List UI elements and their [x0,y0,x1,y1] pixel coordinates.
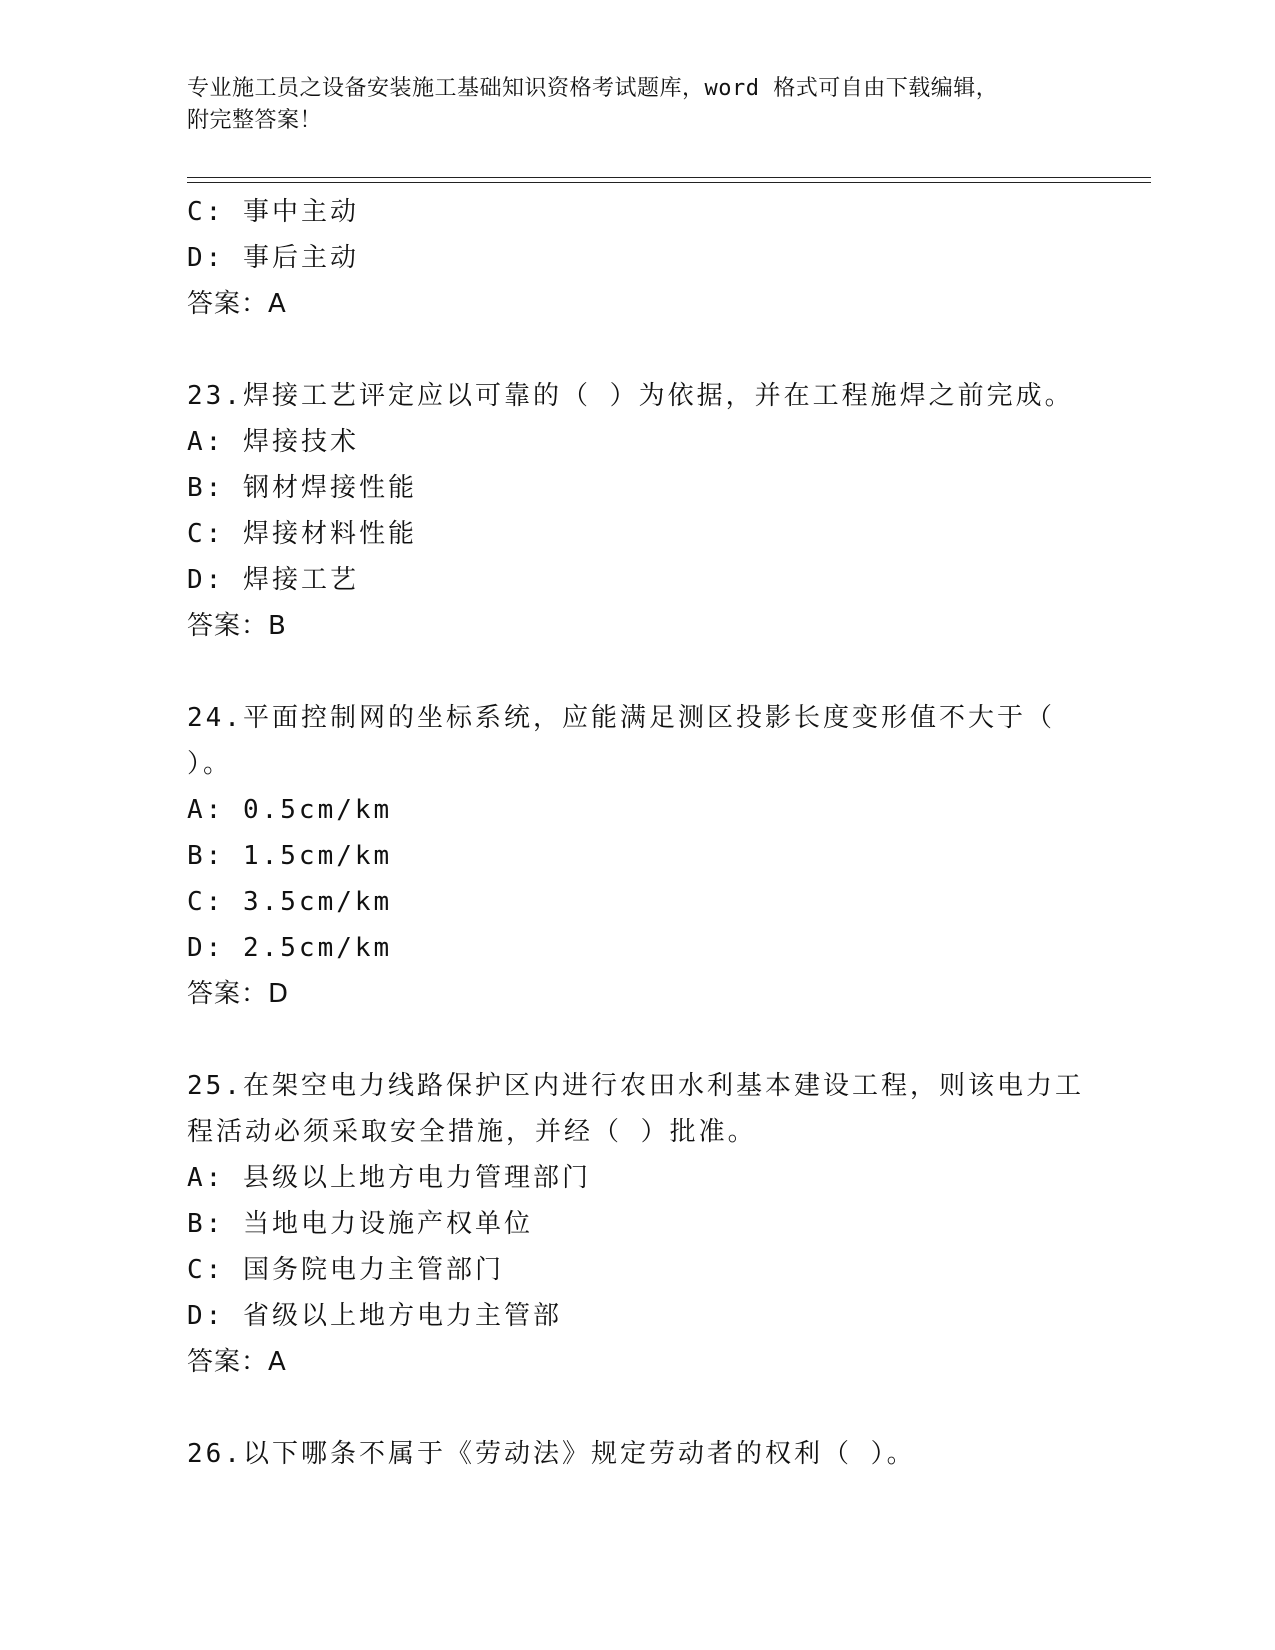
question-stem: 25.在架空电力线路保护区内进行农田水利基本建设工程，则该电力工 [187,1071,1084,1101]
question-stem: 23.焊接工艺评定应以可靠的（ ）为依据，并在工程施焊之前完成。 [187,381,1074,411]
header-rule-bottom [187,182,1151,183]
answer-line: 答案：A [187,1347,287,1377]
option-a: A: 县级以上地方电力管理部门 [187,1163,591,1193]
option-d: D: 焊接工艺 [187,565,359,595]
option-a: A: 焊接技术 [187,427,359,457]
question-stem-continued: ）。 [187,749,233,779]
option-c: C: 国务院电力主管部门 [187,1255,504,1285]
question-list [187,189,1087,1477]
option-c: C: 焊接材料性能 [187,519,417,549]
answer-line: 答案：A [187,289,287,319]
header-rule-top [187,177,1151,178]
answer-line: 答案：D [187,979,290,1009]
option-c: C: 事中主动 [187,197,359,227]
question-25 [187,1063,1087,1385]
option-d: D: 事后主动 [187,243,359,273]
option-a: A: 0.5cm/km [187,795,393,825]
previous-question-tail [187,189,1087,327]
question-stem-continued: 程活动必须采取安全措施，并经（ ）批准。 [187,1117,757,1147]
option-d: D: 2.5cm/km [187,933,393,963]
header-line-2: 附完整答案！ [187,108,323,133]
option-c: C: 3.5cm/km [187,887,393,917]
answer-line: 答案：B [187,611,287,641]
header-line-1: 专业施工员之设备安装施工基础知识资格考试题库，word 格式可自由下载编辑， [187,76,999,101]
question-stem: 24.平面控制网的坐标系统，应能满足测区投影长度变形值不大于（ [187,703,1055,733]
option-d: D: 省级以上地方电力主管部 [187,1301,562,1331]
question-26 [187,1431,1087,1477]
question-stem: 26.以下哪条不属于《劳动法》规定劳动者的权利（ ）。 [187,1439,916,1469]
option-b: B: 当地电力设施产权单位 [187,1209,533,1239]
question-23 [187,373,1087,649]
option-b: B: 钢材焊接性能 [187,473,417,503]
document-header [187,73,1087,137]
question-24 [187,695,1087,1017]
option-b: B: 1.5cm/km [187,841,393,871]
